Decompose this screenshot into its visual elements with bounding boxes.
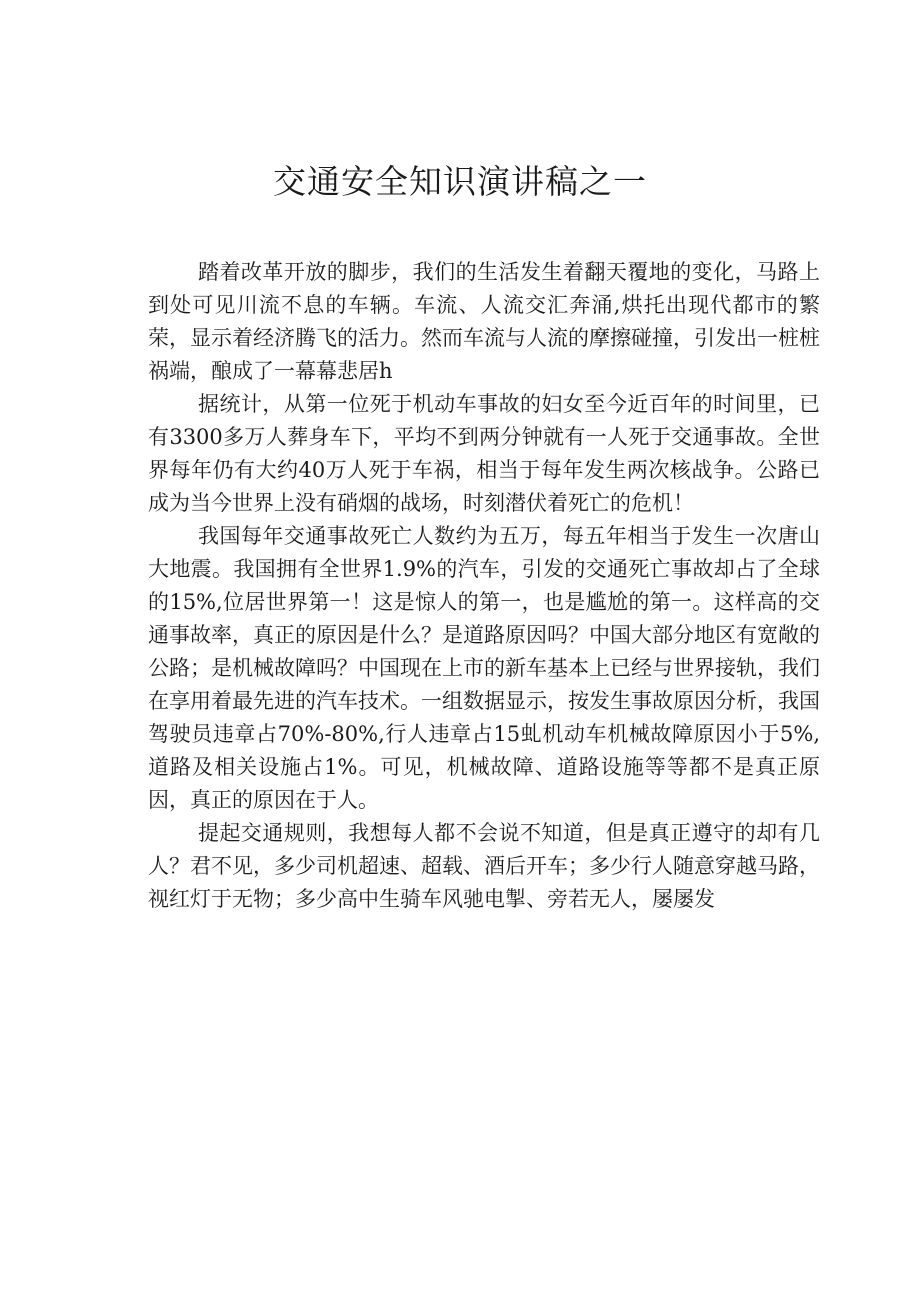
document-title: 交通安全知识演讲稿之一 <box>273 162 647 201</box>
paragraph-1: 踏着改革开放的脚步，我们的生活发生着翻天覆地的变化，马路上到处可见川流不息的车辆。车流、人流交汇奔涌,烘托出现代都市的繁荣，显示着经济腾飞的活力。然而车流与人流的摩擦碰撞，引发出一桩桩祸端，酿成了一幕幕悲居h <box>148 260 820 383</box>
paragraph-2: 据统计，从第一位死于机动车事故的妇女至今近百年的时间里，已有3300多万人葬身车下，平均不到两分钟就有一人死于交通事故。全世界每年仍有大约40万人死于车祸，相当于每年发生两次核战争。公路已成为当今世界上没有硝烟的战场，时刻潜伏着死亡的危机！ <box>148 392 820 515</box>
paragraph-3: 我国每年交通事故死亡人数约为五万，每五年相当于发生一次唐山大地震。我国拥有全世界1.9%的汽车，引发的交通死亡事故却占了全球的15%,位居世界第一！这是惊人的第一，也是尴尬的第一。这样高的交通事故率，真正的原因是什么？是道路原因吗？中国大部分地区有宽敞的公路；是机械故障吗？中国现在上市的新车基本上已经与世界接轨，我们在享用着最先进的汽车技术。一组数据显示，按发生事故原因分析，我国驾驶员违章占70%-80%,行人违章占15虬机动车机械故障原因小于5%,道路及相关设施占1%。可见，机械故障、道路设施等等都不是真正原因，真正的原因在于人。 <box>148 524 820 812</box>
paragraph-4: 提起交通规则，我想每人都不会说不知道，但是真正遵守的却有几人？君不见，多少司机超速、超载、酒后开车；多少行人随意穿越马路，视红灯于无物；多少高中生骑车风驰电掣、旁若无人，屡屡发 <box>148 821 820 911</box>
document-body <box>148 256 820 916</box>
